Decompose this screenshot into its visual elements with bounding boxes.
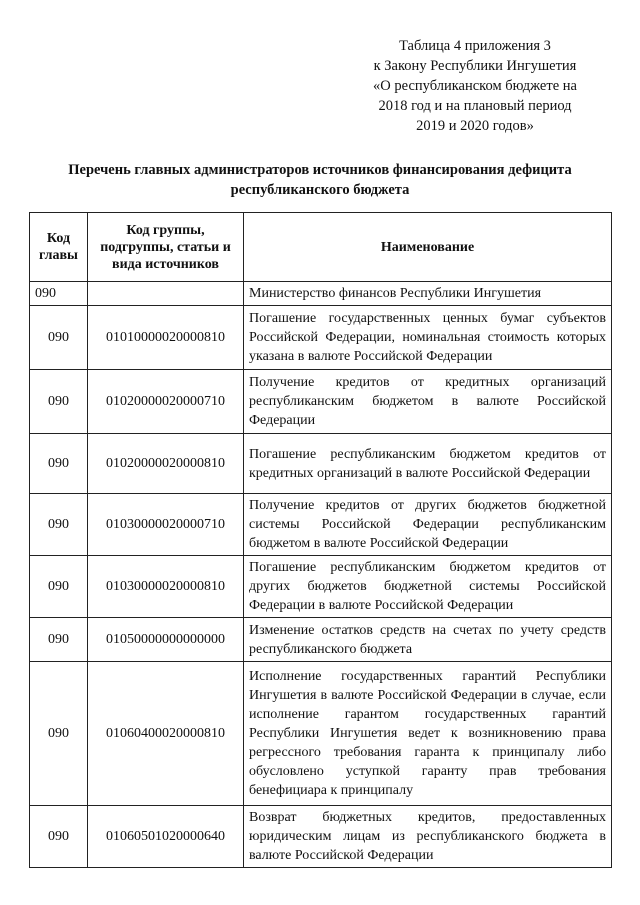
table-row [30,662,612,806]
cell-code: 090 [30,434,88,494]
cell-name: Погашение государственных ценных бумаг субъектов Российской Федерации, номинальная стоимость которых указана в валюте Российской Федерации [244,306,612,370]
cell-name: Изменение остатков средств на счетах по учету средств республиканского бюджета [244,618,612,662]
table-row [30,556,612,618]
appendix-line-1: Таблица 4 приложения 3 [399,38,551,54]
appendix-line-5: 2019 и 2020 годов» [416,118,534,134]
document-title [30,160,610,200]
appendix-line-2: к Закону Республики Ингушетия [373,58,577,74]
cell-code: 090 [30,806,88,868]
cell-code: 090 [30,556,88,618]
cell-code: 090 [30,494,88,556]
table-row [30,618,612,662]
column-header-name: Наименование [244,213,612,282]
table-header-row [30,213,612,282]
administrators-table [29,212,612,868]
column-header-code: Код главы [30,213,88,282]
cell-group [88,282,244,306]
cell-group: 01050000000000000 [88,618,244,662]
cell-code: 090 [30,662,88,806]
table-row [30,282,612,306]
table-row [30,434,612,494]
cell-name: Получение кредитов от кредитных организаций республиканским бюджетом в валюте Российской Федерации [244,370,612,434]
cell-name: Исполнение государственных гарантий Республики Ингушетия в валюте Российской Федерации в случае, если исполнение гарантом государственных гарантий Республики Ингушетия ведет к возникновению права регрессного требования гаранта к принципалу либо обусловлено уступкой гаранту прав требования бенефициара к принципалу [244,662,612,806]
cell-group: 01060400020000810 [88,662,244,806]
cell-code: 090 [30,370,88,434]
table-row [30,306,612,370]
appendix-reference [340,36,610,136]
cell-name: Получение кредитов от других бюджетов бюджетной системы Российской Федерации республиканским бюджетом в валюте Российской Федерации [244,494,612,556]
cell-code: 090 [30,306,88,370]
cell-code: 090 [30,282,88,306]
cell-name: Погашение республиканским бюджетом кредитов от кредитных организаций в валюте Российской Федерации [244,434,612,494]
document-title-line-2: республиканского бюджета [230,182,410,198]
cell-name: Министерство финансов Республики Ингушетия [244,282,612,306]
cell-group: 01020000020000810 [88,434,244,494]
appendix-line-4: 2018 год и на плановый период [378,98,572,114]
cell-group: 01030000020000710 [88,494,244,556]
table-row [30,370,612,434]
cell-code: 090 [30,618,88,662]
table-row [30,494,612,556]
cell-group: 01020000020000710 [88,370,244,434]
cell-group: 01030000020000810 [88,556,244,618]
cell-name: Возврат бюджетных кредитов, предоставленных юридическим лицам из республиканского бюджета в валюте Российской Федерации [244,806,612,868]
cell-name: Погашение республиканским бюджетом кредитов от других бюджетов бюджетной системы Российской Федерации в валюте Российской Федерации [244,556,612,618]
cell-group: 01060501020000640 [88,806,244,868]
table-row [30,806,612,868]
cell-group: 01010000020000810 [88,306,244,370]
column-header-group: Код группы, подгруппы, статьи и вида источников [88,213,244,282]
document-title-line-1: Перечень главных администраторов источников финансирования дефицита [68,162,572,178]
appendix-line-3: «О республиканском бюджете на [373,78,577,94]
